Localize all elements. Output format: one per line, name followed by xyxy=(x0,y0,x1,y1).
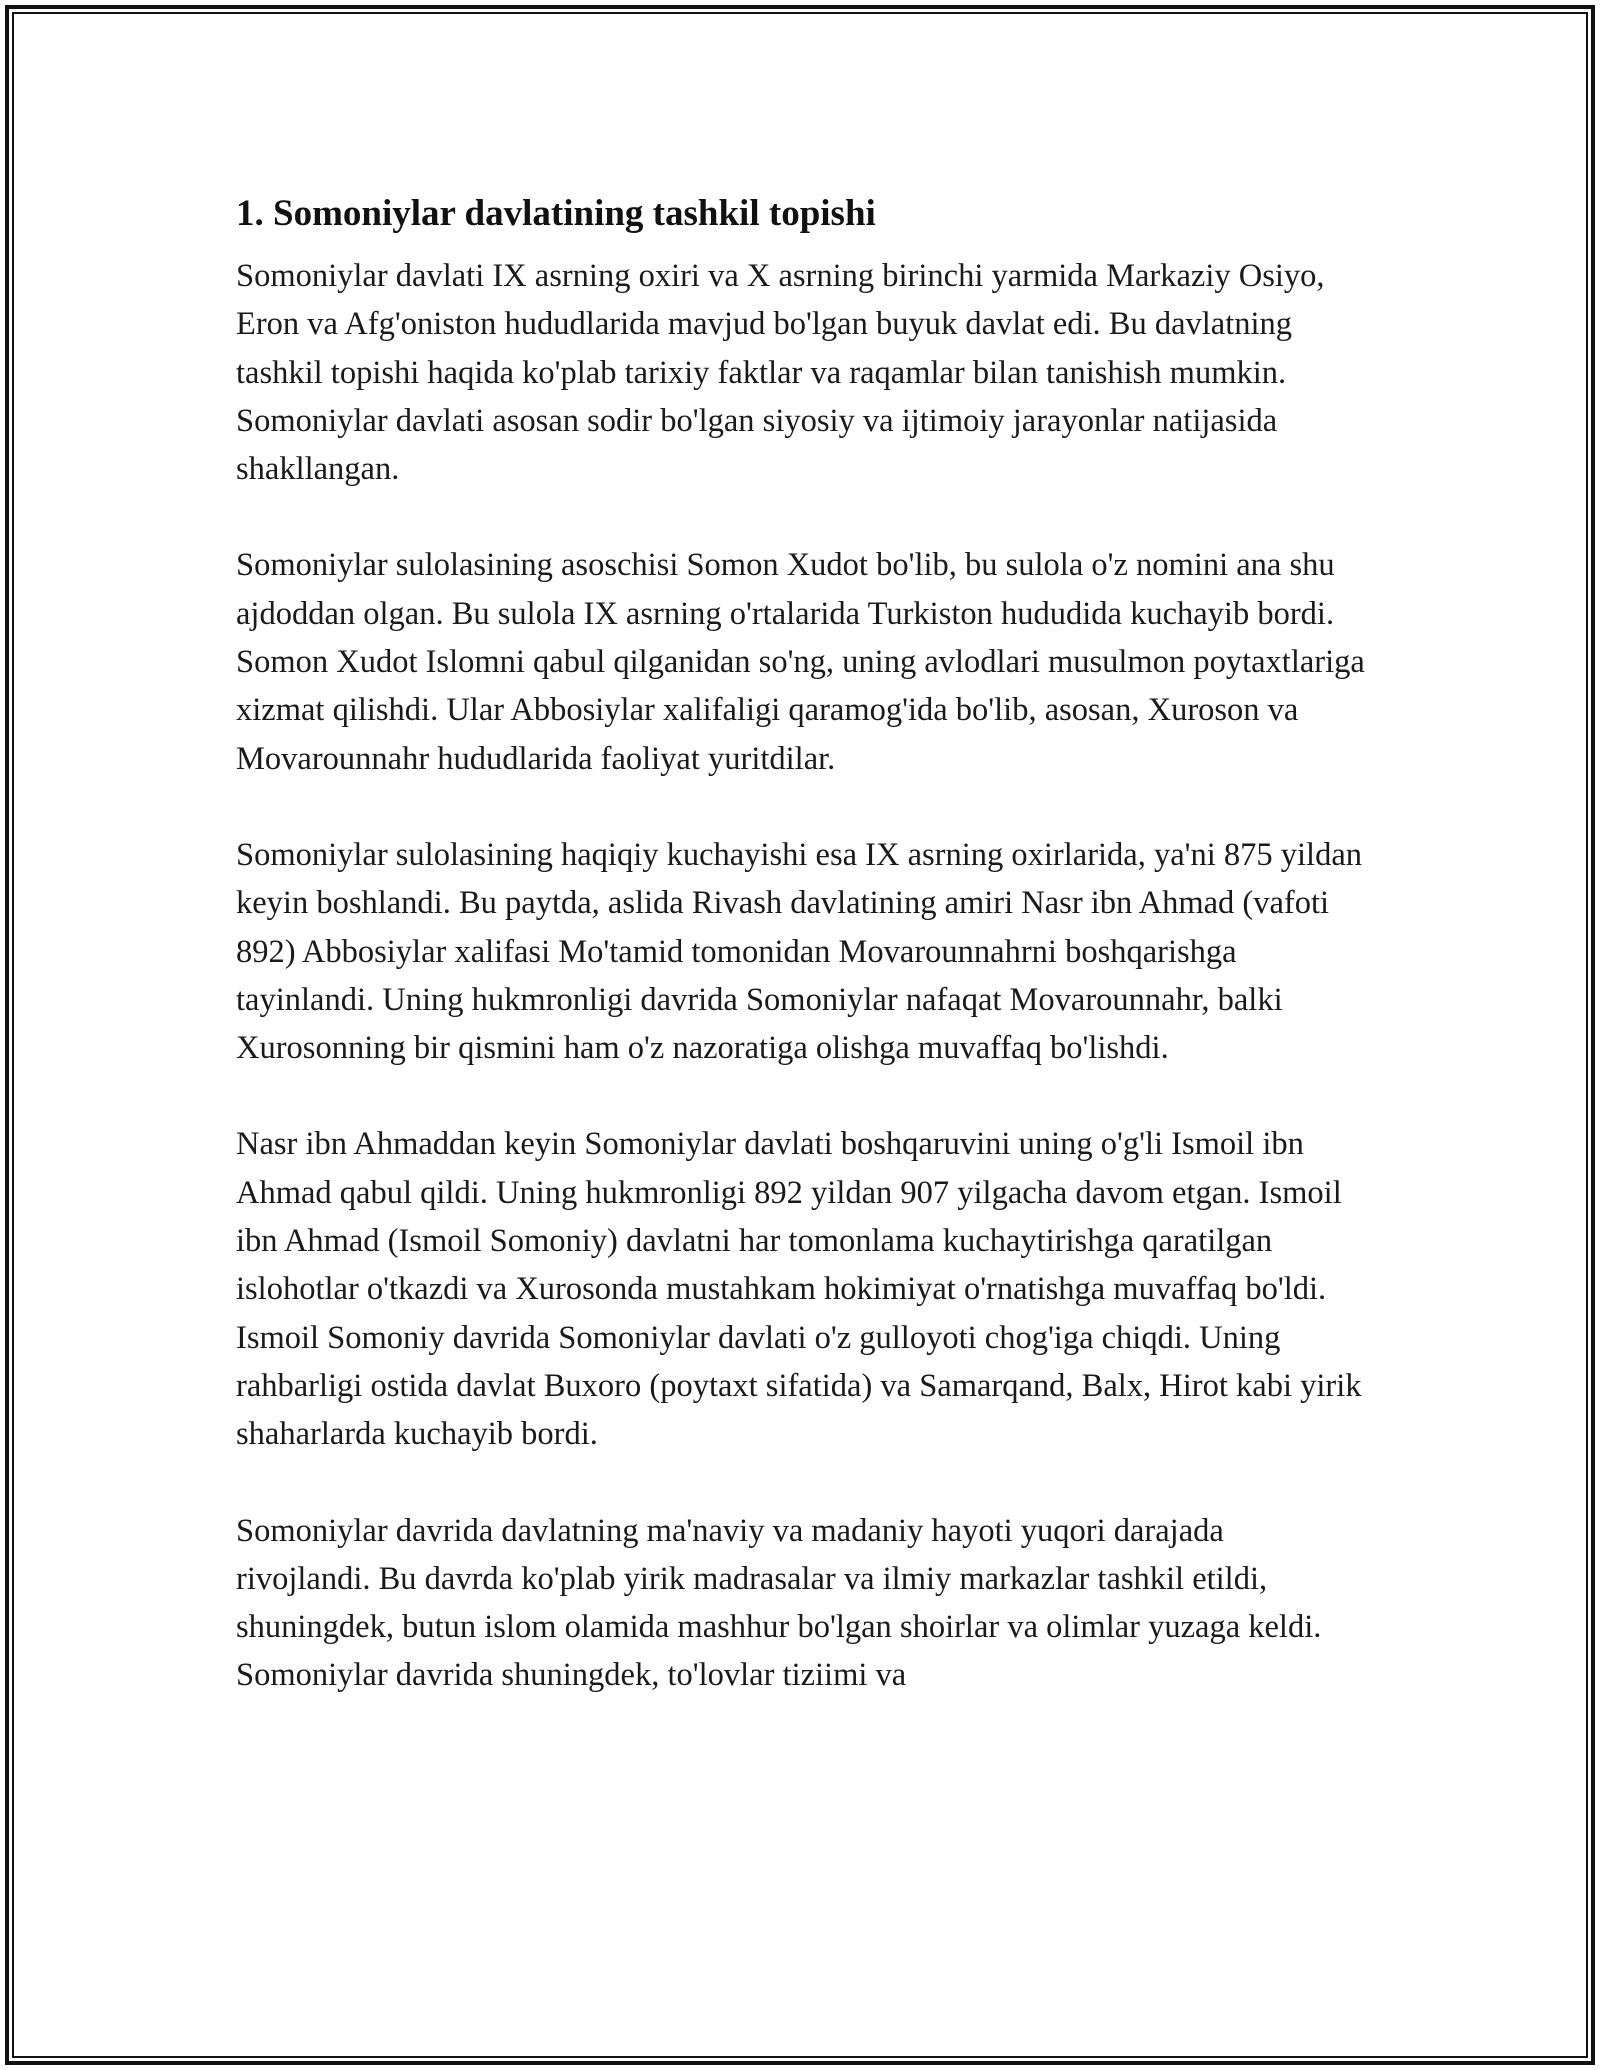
paragraph-1: Somoniylar davlati IX asrning oxiri va X asrning birinchi yarmida Markaziy Osiyo, Eron va Afg'oniston hududlarida mavjud bo'lgan buyuk davlat edi. Bu davlatning tashkil topishi haqida ko'plab tarixiy faktlar va raqamlar bilan tanishish mumkin. Somoniylar davlati asosan sodir bo'lgan siyosiy va ijtimoiy jarayonlar natijasida shakllangan. xyxy=(236,258,1325,488)
section-title: 1. Somoniylar davlatining tashkil topishi xyxy=(236,193,876,234)
paragraph-4: Nasr ibn Ahmaddan keyin Somoniylar davlati boshqaruvini uning o'g'li Ismoil ibn Ahmad qabul qildi. Uning hukmronligi 892 yildan 907 yilgacha davom etgan. Ismoil ibn Ahmad (Ismoil Somoniy) davlatni har tomonlama kuchaytirishga qaratilgan islohotlar o'tkazdi va Xurosonda mustahkam hokimiyat o'rnatishga muvaffaq bo'ldi. Ismoil Somoniy davrida Somoniylar davlati o'z gulloyoti chog'iga chiqdi. Uning rahbarligi ostida davlat Buxoro (poytaxt sifatida) va Samarqand, Balx, Hirot kabi yirik shaharlarda kuchayib bordi. xyxy=(236,1126,1362,1453)
paragraph-3: Somoniylar sulolasining haqiqiy kuchayishi esa IX asrning oxirlarida, ya'ni 875 yildan keyin boshlandi. Bu paytda, aslida Rivash davlatining amiri Nasr ibn Ahmad (vafoti 892) Abbosiylar xalifasi Mo'tamid tomonidan Movarounnahrni boshqarishga tayinlandi. Uning hukmronligi davrida Somoniylar nafaqat Movarounnahr, balki Xurosonning bir qismini ham o'z nazoratiga olishga muvaffaq bo'lishdi. xyxy=(236,836,1363,1067)
document-body xyxy=(236,186,1366,1748)
paragraph-2: Somoniylar sulolasining asoschisi Somon Xudot bo'lib, bu sulola o'z nomini ana shu ajdoddan olgan. Bu sulola IX asrning o'rtalarida Turkiston hududida kuchayib bordi. Somon Xudot Islomni qabul qilganidan so'ng, uning avlodlari musulmon poytaxtlariga xizmat qilishdi. Ular Abbosiylar xalifaligi qaramog'ida bo'lib, asosan, Xuroson va Movarounnahr hududlarida faoliyat yuritdilar. xyxy=(236,547,1365,777)
paragraph-5: Somoniylar davrida davlatning ma'naviy va madaniy hayoti yuqori darajada rivojlandi. Bu davrda ko'plab yirik madrasalar va ilmiy markazlar tashkil etildi, shuningdek, butun islom olamida mashhur bo'lgan shoirlar va olimlar yuzaga keldi. Somoniylar davrida shuningdek, to'lovlar tiziimi va xyxy=(236,1512,1322,1694)
